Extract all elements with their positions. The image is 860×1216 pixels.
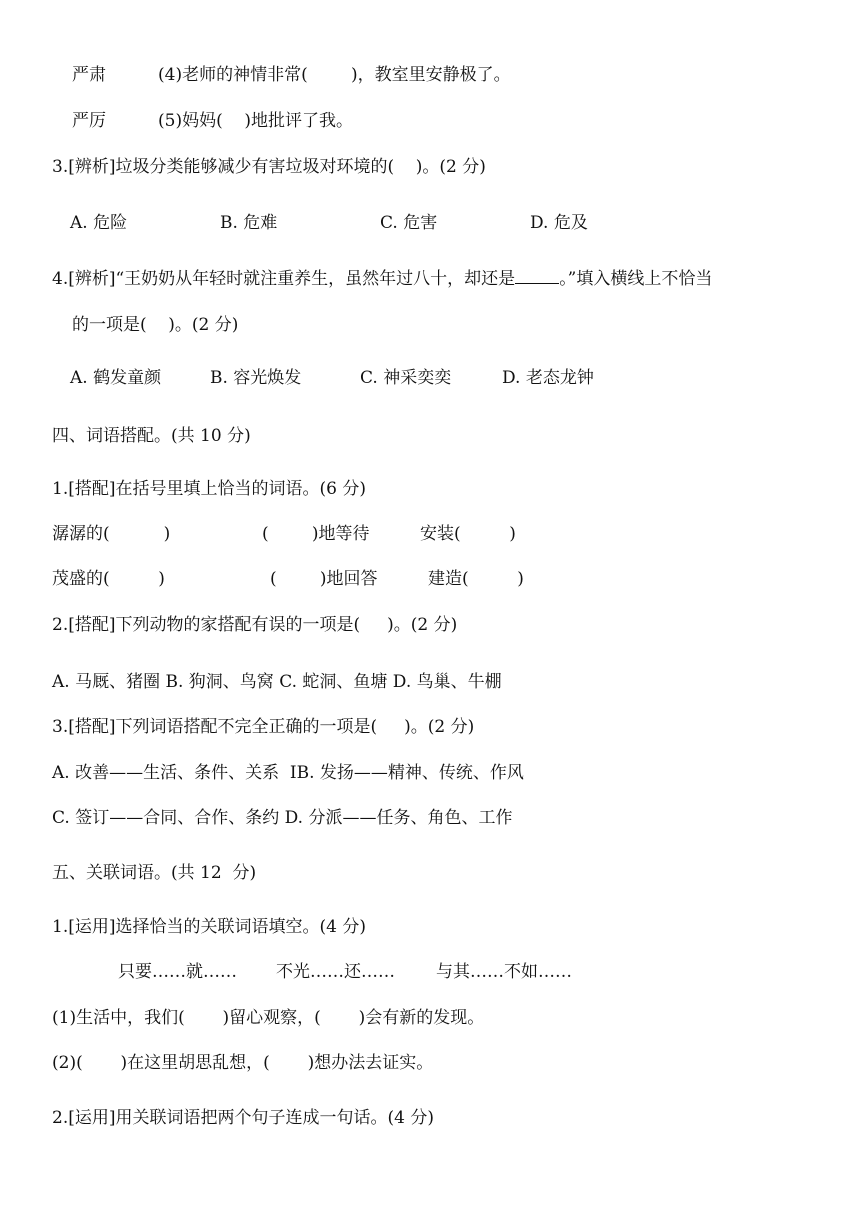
s4-question-3: 3.[搭配]下列词语搭配不完全正确的一项是( )。(2 分)	[52, 717, 475, 737]
conjunction-option-1: 只要……就……	[118, 962, 237, 982]
s4-question-1: 1.[搭配]在括号里填上恰当的词语。(6 分)	[52, 479, 366, 499]
s4q1-item-1: 潺潺的( )	[52, 524, 171, 544]
conjunction-option-2: 不光……还……	[276, 962, 395, 982]
sentence-5: (5)妈妈( )地批评了我。	[158, 111, 353, 131]
s4q1-item-5: ( )地回答	[270, 569, 378, 589]
q4-option-b: B. 容光焕发	[210, 368, 302, 388]
s4q1-item-3: 安装( )	[420, 524, 516, 544]
q4-option-c: C. 神采奕奕	[360, 368, 452, 388]
q3-option-c: C. 危害	[380, 213, 438, 233]
question-4-line-2: 的一项是( )。(2 分)	[72, 315, 239, 335]
s4q1-item-2: ( )地等待	[262, 524, 370, 544]
q4-text-after: 。”填入横线上不恰当	[559, 269, 713, 289]
s4q3-options-row-2: C. 签订——合同、合作、条约 D. 分派——任务、角色、工作	[52, 808, 513, 828]
s4q1-item-6: 建造( )	[428, 569, 524, 589]
question-4	[52, 268, 712, 290]
sentence-4: (4)老师的神情非常( )，教室里安静极了。	[158, 65, 511, 85]
s4q3-options-row-1: A. 改善——生活、条件、关系 IB. 发扬——精神、传统、作风	[52, 763, 524, 783]
q4-option-d: D. 老态龙钟	[502, 368, 594, 388]
s5q1-sentence-1: (1)生活中，我们( )留心观察，( )会有新的发现。	[52, 1008, 485, 1028]
conjunction-option-3: 与其……不如……	[436, 962, 572, 982]
section-4-heading: 四、词语搭配。(共 10 分)	[52, 426, 251, 446]
q4-text-before: 4.[辨析]“王奶奶从年轻时就注重养生，虽然年过八十，却还是	[52, 269, 516, 289]
s4q1-item-4: 茂盛的( )	[52, 569, 165, 589]
q3-option-a: A. 危险	[70, 213, 128, 233]
s4-question-2: 2.[搭配]下列动物的家搭配有误的一项是( )。(2 分)	[52, 615, 458, 635]
q3-option-b: B. 危难	[220, 213, 278, 233]
q4-option-a: A. 鹤发童颜	[70, 368, 162, 388]
q3-option-d: D. 危及	[530, 213, 588, 233]
s4q2-options: A. 马厩、猪圈 B. 狗洞、鸟窝 C. 蛇洞、鱼塘 D. 鸟巢、牛棚	[52, 672, 502, 692]
word-option-yanli: 严厉	[72, 111, 106, 131]
section-5-heading: 五、关联词语。(共 12 分)	[52, 863, 257, 883]
fill-blank-line	[515, 269, 559, 284]
s5-question-1: 1.[运用]选择恰当的关联词语填空。(4 分)	[52, 917, 366, 937]
word-option-yansu: 严肃	[72, 65, 106, 85]
s5q1-sentence-2: (2)( )在这里胡思乱想，( )想办法去证实。	[52, 1053, 434, 1073]
s5-question-2: 2.[运用]用关联词语把两个句子连成一句话。(4 分)	[52, 1108, 434, 1128]
question-3: 3.[辨析]垃圾分类能够减少有害垃圾对环境的( )。(2 分)	[52, 157, 486, 177]
